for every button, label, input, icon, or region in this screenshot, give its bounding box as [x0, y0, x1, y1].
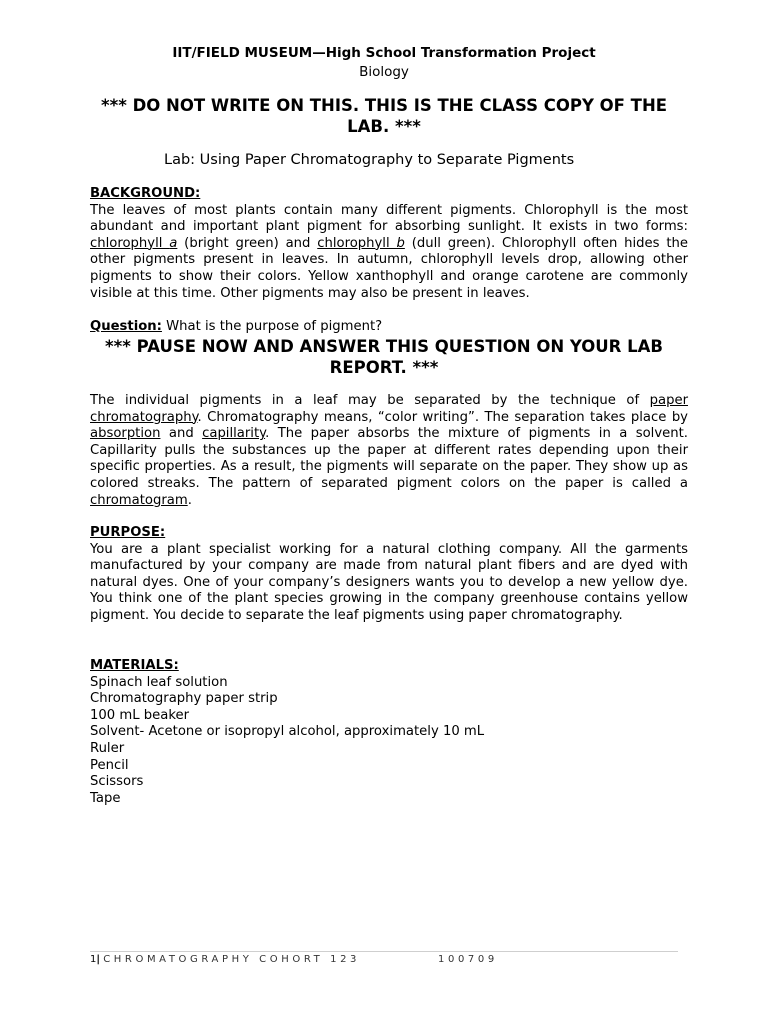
- page-footer: [90, 954, 498, 966]
- background-text-b: (bright green) and: [177, 235, 318, 251]
- background-paragraph: [90, 203, 688, 303]
- background-text-c: (dull green). Chlorophyll often hides the other pigments present in leaves. In autumn, chlorophyll levels drop, allowing other pigments to show their colors. Yellow xanthophyll and orange carotene are commonly visible at this time. Other pigments may also be present in leaves.: [90, 235, 688, 301]
- background-heading: BACKGROUND:: [90, 186, 201, 201]
- class-copy-warning: *** DO NOT WRITE ON THIS. THIS IS THE CLASS COPY OF THE LAB. ***: [100, 96, 668, 136]
- chrom-text-e: .: [187, 492, 192, 508]
- chromatography-paragraph: [90, 393, 688, 509]
- purpose-paragraph: You are a plant specialist working for a natural clothing company. All the garments manufactured by your company are made from natural plant fibers and are dyed with natural dyes. One of your company’s designers wants you to develop a new yellow dye. You think one of the plant species growing in the company greenhouse contains yellow pigment. You decide to separate the leaf pigments using paper chromatography.: [90, 541, 688, 623]
- chrom-text-a: The individual pigments in a leaf may be separated by the technique of: [90, 393, 650, 408]
- materials-item: Tape: [90, 790, 121, 806]
- materials-item: Spinach leaf solution: [90, 674, 228, 690]
- footer-divider: [90, 951, 678, 952]
- footer-title: CHROMATOGRAPHY COHORT 123: [103, 954, 361, 965]
- term-chromatogram: chromatogram: [90, 492, 188, 508]
- materials-item: Pencil: [90, 757, 129, 773]
- chrom-text-b: . Chromatography means, “color writing”. The separation takes place by: [197, 409, 688, 425]
- term-chlorophyll-a: [90, 236, 177, 251]
- term-chlorophyll-b-prefix: chlorophyll: [317, 235, 397, 251]
- pause-warning: *** PAUSE NOW AND ANSWER THIS QUESTION ON YOUR LAB REPORT. ***: [104, 337, 663, 377]
- term-chlorophyll-b: [317, 236, 405, 251]
- materials-item: Scissors: [90, 774, 144, 790]
- term-chlorophyll-a-letter: a: [169, 235, 178, 251]
- materials-item: Solvent- Acetone or isopropyl alcohol, approximately 10 mL: [90, 724, 485, 740]
- question-text: What is the purpose of pigment?: [161, 319, 383, 334]
- question-label: Question:: [90, 319, 162, 334]
- header-subject: Biology: [359, 64, 409, 80]
- materials-item: Chromatography paper strip: [90, 691, 278, 707]
- purpose-section: [90, 525, 688, 625]
- header-project-title: IIT/FIELD MUSEUM—High School Transformation Project: [172, 45, 596, 61]
- materials-section: [90, 658, 688, 807]
- materials-item: 100 mL beaker: [90, 707, 190, 723]
- term-chlorophyll-a-prefix: chlorophyll: [90, 235, 170, 251]
- term-chlorophyll-b-letter: b: [396, 235, 405, 251]
- chrom-text-c: and: [160, 426, 203, 442]
- purpose-heading: PURPOSE:: [90, 525, 166, 540]
- term-absorption: absorption: [90, 426, 161, 442]
- background-section: [90, 186, 688, 302]
- chrom-text-d: . The paper absorbs the mixture of pigments in a solvent. Capillarity pulls the substances up the paper at different rates depending upon their specific properties. As a result, the pigments will separate on the paper. They show up as colored streaks. The pattern of separated pigment colors on the paper is called a: [90, 426, 688, 491]
- materials-item: Ruler: [90, 740, 125, 756]
- footer-code: 100709: [438, 954, 498, 965]
- term-paper-chromatography: paper chromatography: [90, 393, 688, 425]
- term-capillarity: capillarity: [202, 426, 266, 442]
- question-line: [90, 319, 688, 336]
- footer-page-number: 1: [90, 954, 97, 965]
- materials-heading: MATERIALS:: [90, 658, 179, 673]
- footer-separator: |: [96, 954, 101, 965]
- lab-title: Lab: Using Paper Chromatography to Separate Pigments: [164, 152, 575, 168]
- background-text-a: The leaves of most plants contain many different pigments. Chlorophyll is the most abundant and important plant pigment for absorbing sunlight. It exists in two forms:: [90, 202, 688, 235]
